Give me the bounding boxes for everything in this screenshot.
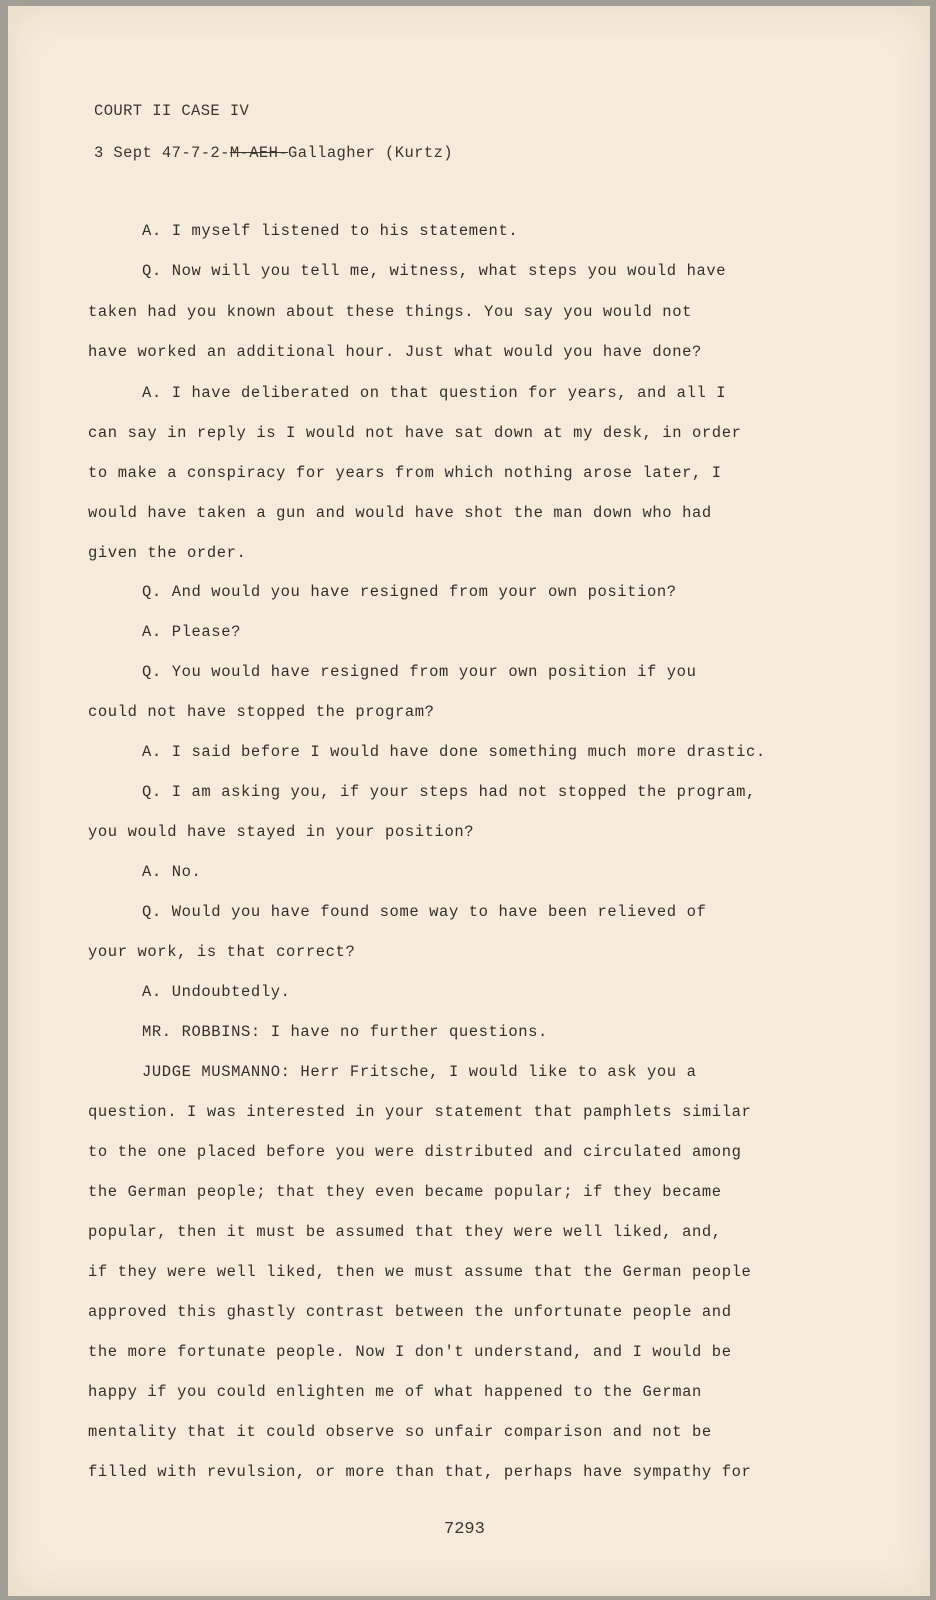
transcript-line: filled with revulsion, or more than that, perhaps have sympathy for (88, 1463, 752, 1481)
date-struck-text: M-AEH- (229, 144, 289, 162)
date-prefix: 3 Sept 47-7-2- (94, 144, 230, 162)
transcript-line: taken had you known about these things. You say you would not (88, 303, 692, 321)
transcript-line: Q. You would have resigned from your own position if you (142, 663, 697, 681)
transcript-line: to make a conspiracy for years from which nothing arose later, I (88, 464, 722, 482)
transcript-line: the German people; that they even became popular; if they became (88, 1183, 722, 1201)
page-number: 7293 (444, 1520, 485, 1539)
transcript-line: A. Undoubtedly. (142, 983, 291, 1001)
transcript-line: MR. ROBBINS: I have no further questions. (142, 1023, 548, 1041)
transcript-line: question. I was interested in your statement that pamphlets similar (88, 1103, 752, 1121)
transcript-line: Q. Would you have found some way to have been relieved of (142, 903, 707, 921)
transcript-line: A. I myself listened to his statement. (142, 222, 519, 240)
case-heading: COURT II CASE IV (94, 102, 250, 120)
date-line (94, 144, 453, 162)
transcript-line: A. No. (142, 863, 202, 881)
transcript-line: JUDGE MUSMANNO: Herr Fritsche, I would like to ask you a (142, 1063, 697, 1081)
transcript-line: A. I said before I would have done something much more drastic. (142, 743, 766, 761)
transcript-line: A. Please? (142, 623, 242, 641)
transcript-line: Q. And would you have resigned from your own position? (142, 583, 677, 601)
date-suffix: Gallagher (Kurtz) (288, 144, 453, 162)
transcript-line: your work, is that correct? (88, 943, 356, 961)
transcript-line: would have taken a gun and would have shot the man down who had (88, 504, 712, 522)
transcript-line: if they were well liked, then we must assume that the German people (88, 1263, 752, 1281)
document-page (8, 6, 930, 1596)
transcript-line: could not have stopped the program? (88, 703, 435, 721)
transcript-line: can say in reply is I would not have sat down at my desk, in order (88, 424, 742, 442)
transcript-line: the more fortunate people. Now I don't understand, and I would be (88, 1343, 732, 1361)
transcript-line: to the one placed before you were distributed and circulated among (88, 1143, 742, 1161)
transcript-line: popular, then it must be assumed that they were well liked, and, (88, 1223, 722, 1241)
transcript-line: mentality that it could observe so unfair comparison and not be (88, 1423, 712, 1441)
transcript-line: A. I have deliberated on that question for years, and all I (142, 384, 727, 402)
transcript-line: Q. Now will you tell me, witness, what steps you would have (142, 262, 727, 280)
transcript-line: approved this ghastly contrast between the unfortunate people and (88, 1303, 732, 1321)
transcript-line: given the order. (88, 544, 247, 562)
transcript-line: Q. I am asking you, if your steps had not stopped the program, (142, 783, 756, 801)
transcript-line: have worked an additional hour. Just what would you have done? (88, 343, 702, 361)
transcript-line: happy if you could enlighten me of what happened to the German (88, 1383, 702, 1401)
transcript-line: you would have stayed in your position? (88, 823, 475, 841)
